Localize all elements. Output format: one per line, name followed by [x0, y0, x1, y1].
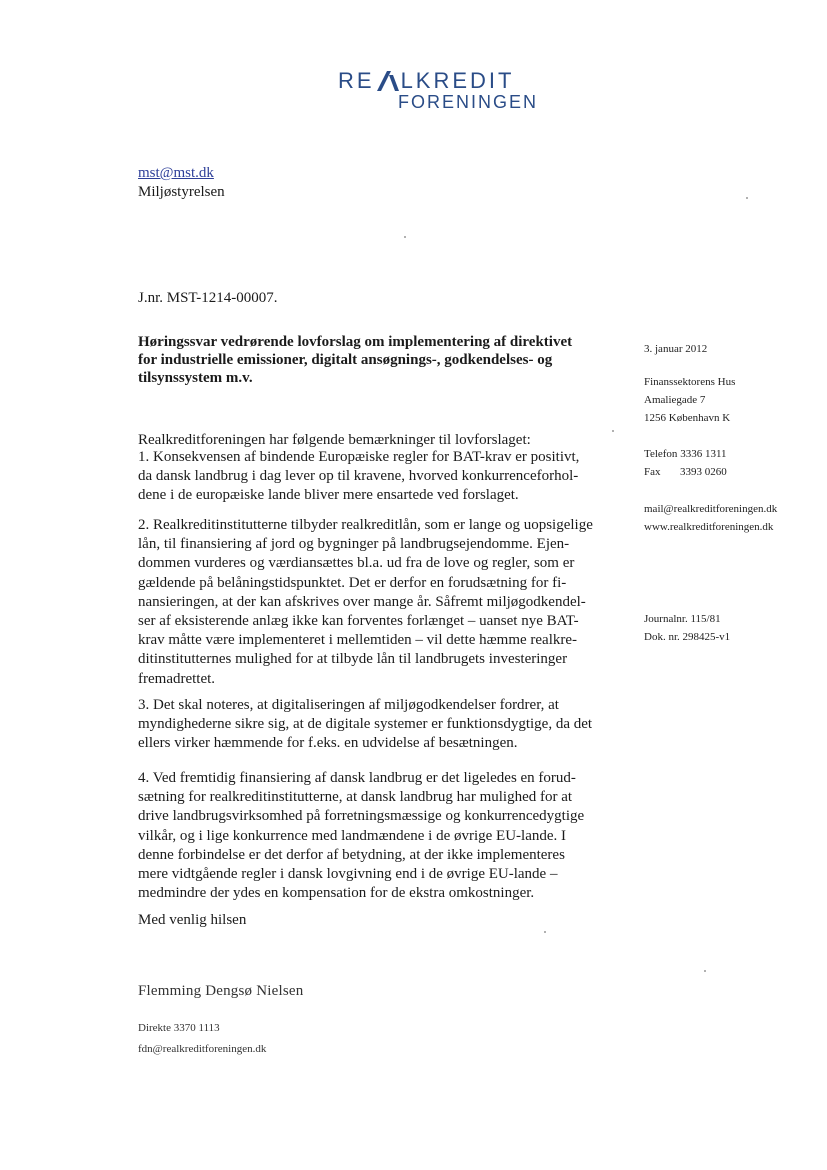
document-number: Dok. nr. 298425-v1: [644, 631, 731, 643]
phone-number: 3336 1311: [680, 448, 727, 460]
signer-email-link[interactable]: fdn@realkreditforeningen.dk: [138, 1043, 267, 1055]
letter-heading: [138, 333, 608, 387]
logo-text-lkredit: LKREDIT: [400, 68, 515, 93]
paragraph-line: da dansk landbrug i dag lever op til kravene, hvorved konkurrenceforhol-: [138, 468, 579, 485]
recipient-email-link[interactable]: mst@mst.dk: [138, 165, 214, 181]
paragraph-line: mere vidtgående regler i dansk lovgivning end i de øvrige EU-lande –: [138, 866, 558, 883]
paragraph-1: [138, 448, 608, 506]
phone-row: [644, 445, 727, 463]
paragraph-line: ser af eksisterende anlæg ikke kan forventes forlænget – uanset nye BAT-: [138, 613, 579, 630]
signer-direct-phone: Direkte 3370 1113: [138, 1022, 220, 1034]
paragraph-line: vilkår, og i lige konkurrence med landmændene i de øvrige EU-lande. I: [138, 827, 567, 844]
paragraph-line: gældende på belåningstidspunktet. Det er derfor en forudsætning for fi-: [138, 574, 567, 591]
scan-speck: [746, 197, 748, 199]
journal-number: Journalnr. 115/81: [644, 613, 721, 625]
paragraph-3: [138, 696, 608, 754]
recipient-name: Miljøstyrelsen: [138, 184, 225, 200]
logo-mark-icon: [375, 69, 401, 91]
paragraph-line: 2. Realkreditinstitutterne tilbyder realkreditlån, som er lange og uopsigelige: [138, 517, 593, 533]
scan-speck: [704, 970, 706, 972]
paragraph-line: denne forbindelse er det derfor af betydning, at der ikke implementeres: [138, 846, 565, 863]
logo-line-2: FORENINGEN: [398, 92, 539, 112]
scan-speck: [544, 931, 546, 933]
logo-text-re: RE: [338, 68, 375, 93]
paragraph-line: drive landbrugsvirksomhed på forretningsmæssige og konkurrencedygtige: [138, 808, 585, 825]
sender-web: [644, 500, 777, 536]
sender-website-link[interactable]: www.realkreditforeningen.dk: [644, 521, 774, 533]
phone-label: Telefon: [644, 448, 678, 460]
heading-line: Høringssvar vedrørende lovforslag om implementering af direktivet: [138, 334, 573, 350]
paragraph-line: dommen vurderes og værdiansættes bl.a. ud fra de love og regler, som er: [138, 555, 575, 572]
scan-speck: [404, 236, 406, 238]
paragraph-line: fremadrettet.: [138, 670, 216, 687]
heading-line: for industrielle emissioner, digitalt ansøgnings-, godkendelses- og: [138, 352, 553, 368]
paragraph-line: sætning for realkreditinstitutterne, at dansk landbrug har mulighed for at: [138, 789, 573, 806]
fax-label: Fax: [644, 466, 661, 478]
realkreditforeningen-logo: [338, 68, 539, 116]
address-line: Finanssektorens Hus: [644, 376, 736, 388]
paragraph-line: 3. Det skal noteres, at digitaliseringen af miljøgodkendelser fordrer, at: [138, 697, 559, 713]
case-reference: J.nr. MST-1214-00007.: [138, 290, 278, 306]
closing-greeting: Med venlig hilsen: [138, 912, 247, 928]
sender-address: [644, 373, 735, 427]
paragraph-line: ditinstitutternes mulighed for at tilbyde lån til landbrugets investeringer: [138, 651, 568, 668]
address-line: Amaliegade 7: [644, 394, 706, 406]
paragraph-2: [138, 516, 608, 689]
sender-contact: [644, 445, 727, 481]
address-line: 1256 København K: [644, 412, 731, 424]
paragraph-line: lån, til finansiering af jord og bygninger på landbrugsejendomme. Ejen-: [138, 536, 570, 553]
paragraph-line: myndighederne sikre sig, at de digitale systemer er funktionsdygtige, da det: [138, 716, 593, 733]
paragraph-line: ellers virker hæmmende for f.eks. en udvidelse af besætningen.: [138, 735, 518, 752]
fax-number: 3393 0260: [680, 466, 727, 478]
paragraph-line: 4. Ved fremtidig finansiering af dansk landbrug er det ligeledes en forud-: [138, 770, 576, 786]
logo-line-1: [338, 68, 514, 94]
intro-paragraph: Realkreditforeningen har følgende bemærkninger til lovforslaget:: [138, 432, 531, 448]
paragraph-line: nansieringen, at der kan afskrives over mange år. Såfremt miljøgodkendel-: [138, 593, 586, 610]
fax-row: [644, 463, 727, 481]
scan-speck: [612, 430, 614, 432]
letter-date: 3. januar 2012: [644, 343, 708, 355]
paragraph-4: [138, 769, 608, 903]
signer-name: Flemming Dengsø Nielsen: [138, 983, 304, 999]
paragraph-line: 1. Konsekvensen af bindende Europæiske regler for BAT-krav er positivt,: [138, 449, 580, 465]
heading-line: tilsynssystem m.v.: [138, 370, 253, 386]
paragraph-line: krav måtte være implementeret i mellemtiden – vil dette hæmme realkre-: [138, 632, 578, 649]
paragraph-line: dene i de europæiske lande bliver mere ensartede ved forslaget.: [138, 487, 519, 504]
sender-email-link[interactable]: mail@realkreditforeningen.dk: [644, 503, 778, 515]
document-references: [644, 610, 730, 646]
paragraph-line: medmindre der ydes en kompensation for de ekstra omkostninger.: [138, 885, 535, 902]
